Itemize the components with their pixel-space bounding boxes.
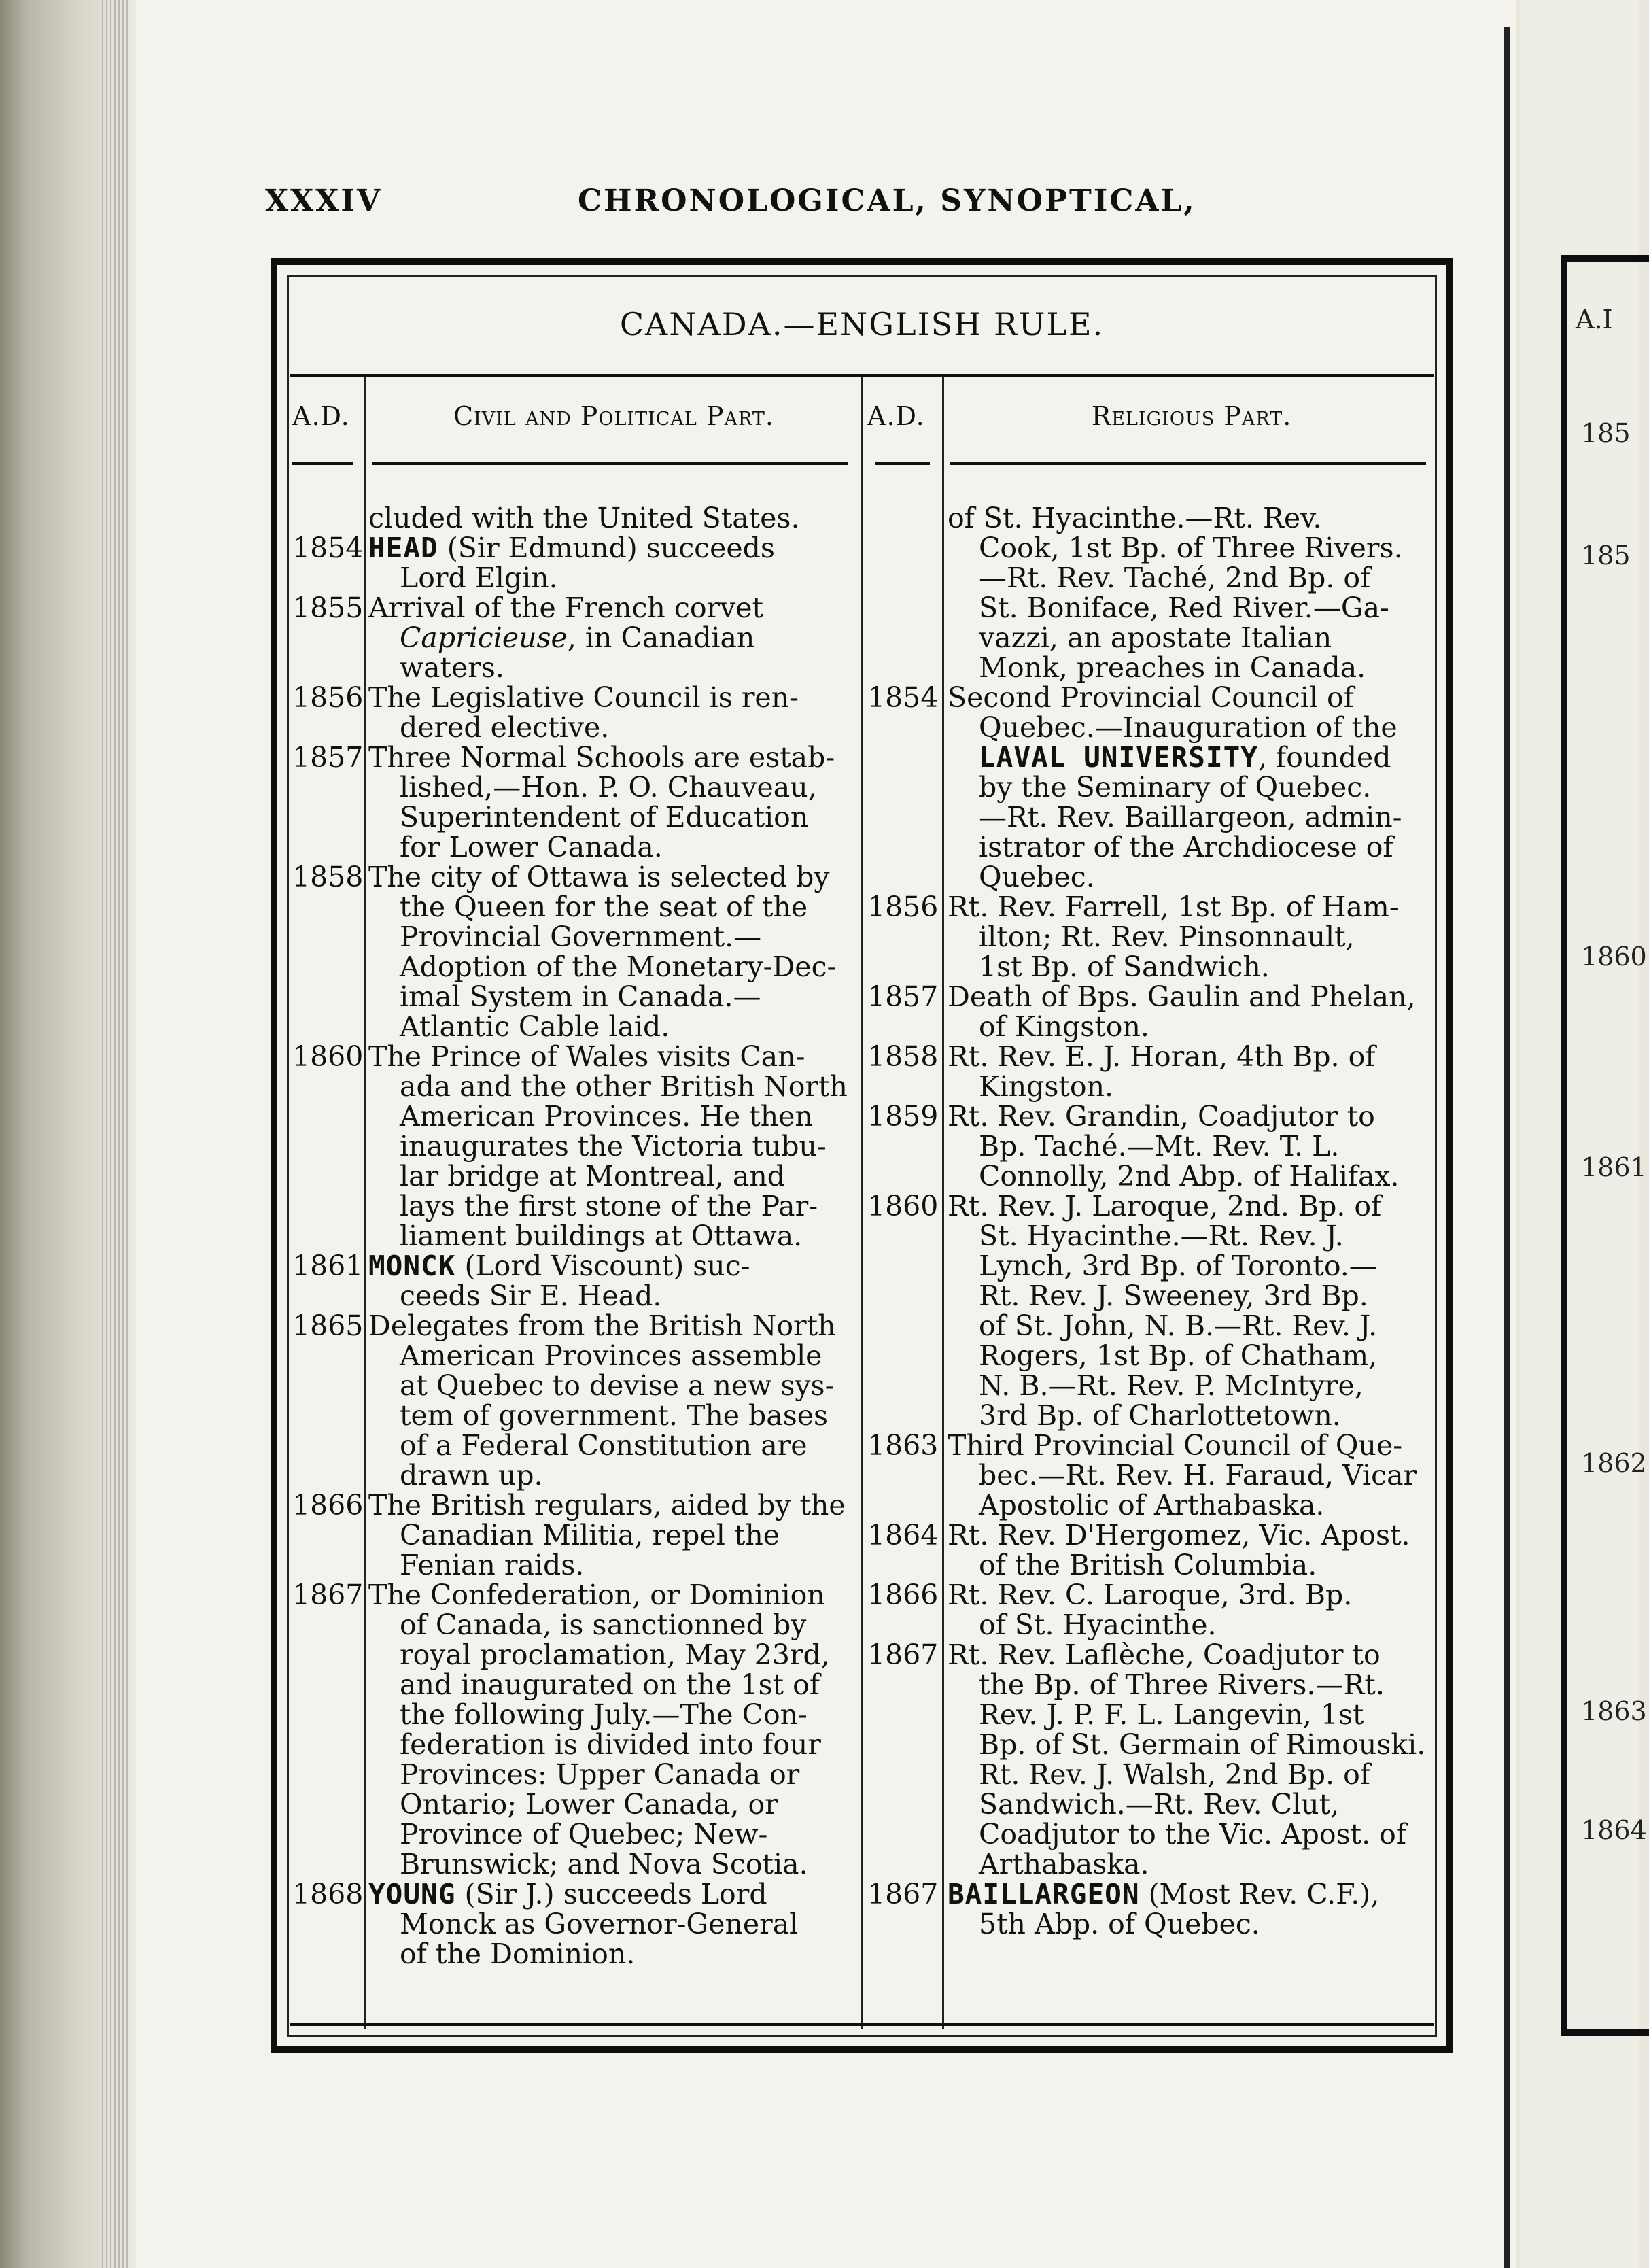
entry-line: The Confederation, or Dominion (368, 1579, 825, 1611)
entry-line: The British regulars, aided by the (368, 1489, 846, 1522)
entry-line: Canadian Militia, repel the (400, 1519, 780, 1551)
entry-line: lar bridge at Montreal, and (400, 1160, 786, 1192)
entry-line: waters. (400, 651, 504, 684)
entry-line: American Provinces. He then (400, 1100, 813, 1133)
entry-line: Rt. Rev. J. Walsh, 2nd Bp. of (979, 1758, 1370, 1791)
entry-line: and inaugurated on the 1st of (400, 1668, 820, 1701)
entry-line: of Kingston. (979, 1010, 1149, 1043)
entry-line: Rt. Rev. Laflèche, Coadjutor to (948, 1638, 1381, 1671)
entry-line: of a Federal Constitution are (400, 1429, 808, 1462)
entry-line: Apostolic of Arthabaska. (979, 1489, 1325, 1522)
entry-line: Bp. Taché.—Mt. Rev. T. L. (979, 1130, 1340, 1163)
entry (292, 1251, 848, 1311)
entry (292, 862, 848, 1042)
entry-year (292, 503, 368, 533)
entry-line: Adoption of the Monetary-Dec- (400, 950, 837, 983)
entry-line: ceeds Sir E. Head. (400, 1279, 662, 1312)
entry-year: 1860 (867, 1190, 939, 1222)
entry-line: —Rt. Rev. Baillargeon, admin- (979, 801, 1402, 834)
entry (292, 742, 848, 862)
entry-line: istrator of the Archdiocese of (979, 831, 1393, 863)
entry-line: Rev. J. P. F. L. Langevin, 1st (979, 1698, 1364, 1731)
entry-line: Coadjutor to the Vic. Apost. of (979, 1818, 1407, 1851)
facing-year: 1863 (1581, 1696, 1647, 1726)
entry (867, 1430, 1433, 1520)
table-frame (271, 258, 1453, 2053)
running-head (265, 184, 1529, 224)
entry-line: The Legislative Council is ren- (368, 681, 799, 714)
entry-line: Quebec. (979, 861, 1095, 893)
entry-line: Rt. Rev. Grandin, Coadjutor to (948, 1100, 1375, 1133)
entry (292, 593, 848, 683)
religious-column (867, 503, 1433, 1939)
entry-line: YOUNG (Sir J.) succeeds Lord (368, 1878, 767, 1910)
entry-text (948, 683, 1433, 892)
entry-line: the Queen for the seat of the (400, 891, 808, 923)
facing-year: 185 (1581, 540, 1631, 570)
entry-line: Monk, preaches in Canada. (979, 651, 1366, 684)
facing-year: 1860 (1581, 942, 1647, 972)
entry-line: Province of Quebec; New- (400, 1818, 768, 1851)
entry-line: American Provinces assemble (400, 1339, 822, 1372)
entry-line: Fenian raids. (400, 1549, 585, 1581)
column-divider (861, 377, 863, 2029)
entry-year: 1859 (867, 1100, 939, 1133)
entry-line: Bp. of St. Germain of Rimouski. (979, 1728, 1426, 1761)
entry-line: Three Normal Schools are estab- (368, 741, 835, 774)
entry-line: of Canada, is sanctionned by (400, 1609, 807, 1641)
entry-line: LAVAL UNIVERSITY, founded (979, 741, 1391, 774)
entry-name: LAVAL UNIVERSITY (979, 741, 1258, 774)
entry (867, 1520, 1433, 1580)
entry-year: 1866 (867, 1579, 939, 1611)
entry-name: MONCK (368, 1250, 456, 1282)
entry-line: lays the first stone of the Par- (400, 1190, 818, 1222)
entry-line: of St. Hyacinthe. (979, 1609, 1217, 1641)
entry-line: by the Seminary of Quebec. (979, 771, 1372, 804)
entry-text (948, 892, 1433, 982)
header-rule (372, 462, 848, 465)
entry-line: Arthabaska. (979, 1848, 1149, 1880)
entry-year: 1867 (867, 1878, 939, 1910)
entry-text (368, 1042, 848, 1251)
entry-year: 1866 (292, 1489, 364, 1522)
entry-year: 1856 (867, 891, 939, 923)
entry-line: Superintendent of Education (400, 801, 809, 834)
entry-text (368, 1879, 848, 1969)
header-ad-left: A.D. (292, 401, 350, 431)
entry (292, 1580, 848, 1879)
entry-line: MONCK (Lord Viscount) suc- (368, 1250, 750, 1282)
entry-year: 1863 (867, 1429, 939, 1462)
entry-name: YOUNG (368, 1878, 456, 1910)
entry-year: 1856 (292, 681, 364, 714)
bottom-rule (290, 2023, 1434, 2026)
header-rule (292, 462, 353, 465)
entry (867, 982, 1433, 1042)
entry-line: Death of Bps. Gaulin and Phelan, (948, 980, 1416, 1013)
entry-line: royal proclamation, May 23rd, (400, 1638, 830, 1671)
entry-text (368, 1580, 848, 1879)
entry-line: Second Provincial Council of (948, 681, 1354, 714)
entry-line: Sandwich.—Rt. Rev. Clut, (979, 1788, 1340, 1821)
entry-line: Arrival of the French corvet (368, 591, 764, 624)
entry-line: ada and the other British North (400, 1070, 848, 1103)
entry-text (948, 503, 1433, 683)
entry-line: ilton; Rt. Rev. Pinsonnault, (979, 921, 1355, 953)
facing-header: A.I (1576, 305, 1613, 334)
entry-text (948, 1042, 1433, 1101)
facing-year: 1864 (1581, 1815, 1647, 1845)
entry-line: —Rt. Rev. Taché, 2nd Bp. of (979, 562, 1371, 594)
entry-line: of St. John, N. B.—Rt. Rev. J. (979, 1309, 1378, 1342)
entry-line: Ontario; Lower Canada, or (400, 1788, 778, 1821)
entry-year: 1860 (292, 1040, 364, 1073)
entry-text (948, 1879, 1433, 1939)
entry-year: 1854 (292, 532, 364, 564)
entry-line: of St. Hyacinthe.—Rt. Rev. (948, 502, 1322, 534)
entry-line: lished,—Hon. P. O. Chauveau, (400, 771, 817, 804)
entry-line: at Quebec to devise a new sys- (400, 1369, 835, 1402)
facing-page-edge (1504, 27, 1510, 2268)
title-rule (290, 374, 1434, 377)
entry-line: cluded with the United States. (368, 502, 800, 534)
entry-line: 3rd Bp. of Charlottetown. (979, 1399, 1341, 1432)
entry (292, 1879, 848, 1969)
entry-line: Rt. Rev. Farrell, 1st Bp. of Ham- (948, 891, 1399, 923)
entry-line: of the British Columbia. (979, 1549, 1317, 1581)
header-religious: Religious Part. (1091, 401, 1292, 431)
entry-text (368, 862, 848, 1042)
entry-text (368, 1490, 848, 1580)
entry-line: Rt. Rev. J. Sweeney, 3rd Bp. (979, 1279, 1368, 1312)
entry-line: dered elective. (400, 711, 610, 744)
page-edges (102, 0, 129, 2268)
civil-column (292, 503, 848, 1969)
entry (292, 683, 848, 742)
entry-year: 1857 (292, 741, 364, 774)
entry-line: tem of government. The bases (400, 1399, 829, 1432)
entry-year: 1858 (867, 1040, 939, 1073)
ship-name: Capricieuse (400, 621, 568, 654)
entry-line: Monck as Governor-General (400, 1908, 799, 1940)
entry-line: for Lower Canada. (400, 831, 663, 863)
entry-text (948, 1580, 1433, 1640)
entry-line: Quebec.—Inauguration of the (979, 711, 1398, 744)
entry (867, 1580, 1433, 1640)
entry-line: HEAD (Sir Edmund) succeeds (368, 532, 775, 564)
entry-text (368, 1311, 848, 1490)
entry-name: BAILLARGEON (948, 1878, 1140, 1910)
entry-year: 1867 (867, 1638, 939, 1671)
entry-line: The Prince of Wales visits Can- (368, 1040, 805, 1073)
entry (867, 1042, 1433, 1101)
entry-year: 1857 (867, 980, 939, 1013)
header-civil: Civil and Political Part. (453, 401, 774, 431)
header-rule (950, 462, 1426, 465)
entry-line: Third Provincial Council of Que- (948, 1429, 1403, 1462)
entry-year: 1858 (292, 861, 364, 893)
entry-line: Kingston. (979, 1070, 1114, 1103)
entry-line: BAILLARGEON (Most Rev. C.F.), (948, 1878, 1380, 1910)
entry-line: Atlantic Cable laid. (400, 1010, 670, 1043)
entry (292, 533, 848, 593)
entry-line: N. B.—Rt. Rev. P. McIntyre, (979, 1369, 1364, 1402)
entry-year: 1864 (867, 1519, 939, 1551)
entry-line: the following July.—The Con- (400, 1698, 808, 1731)
entry-text (948, 982, 1433, 1042)
entry-line: the Bp. of Three Rivers.—Rt. (979, 1668, 1385, 1701)
entry-line: Connolly, 2nd Abp. of Halifax. (979, 1160, 1400, 1192)
entry-line: St. Boniface, Red River.—Ga- (979, 591, 1389, 624)
entry-line: The city of Ottawa is selected by (368, 861, 830, 893)
entry-text (368, 533, 848, 593)
entry-line: Capricieuse, in Canadian (400, 621, 755, 654)
entry-line: Rt. Rev. E. J. Horan, 4th Bp. of (948, 1040, 1376, 1073)
facing-year: 1861 (1581, 1152, 1647, 1182)
entry-year: 1865 (292, 1309, 364, 1342)
table-title: CANADA.—ENGLISH RULE. (619, 306, 1105, 343)
entry-text (368, 593, 848, 683)
entry-text (368, 742, 848, 862)
entry-line: of the Dominion. (400, 1938, 636, 1970)
entry (292, 1311, 848, 1490)
entry-text (948, 1430, 1433, 1520)
facing-page-frame (1561, 255, 1649, 2036)
entry-line: liament buildings at Ottawa. (400, 1220, 803, 1252)
entry-text (948, 1191, 1433, 1430)
entry-line: federation is divided into four (400, 1728, 821, 1761)
entry (867, 683, 1433, 892)
entry-line: Rt. Rev. C. Laroque, 3rd. Bp. (948, 1579, 1353, 1611)
entry-year (867, 503, 948, 683)
entry-line: bec.—Rt. Rev. H. Faraud, Vicar (979, 1459, 1417, 1492)
entry-line: imal System in Canada.— (400, 980, 761, 1013)
entry-text (948, 1640, 1433, 1879)
entry (867, 1640, 1433, 1879)
entry-year: 1854 (867, 681, 939, 714)
entry-line: Provinces: Upper Canada or (400, 1758, 800, 1791)
entry-line: Lynch, 3rd Bp. of Toronto.— (979, 1250, 1377, 1282)
entry-line: Brunswick; and Nova Scotia. (400, 1848, 808, 1880)
entry-text (948, 1101, 1433, 1191)
entry-text (368, 1251, 848, 1311)
entry-line: Rt. Rev. D'Hergomez, Vic. Apost. (948, 1519, 1410, 1551)
entry-year: 1861 (292, 1250, 364, 1282)
entry-line: Delegates from the British North (368, 1309, 836, 1342)
entry-text (948, 1520, 1433, 1580)
entry (867, 1879, 1433, 1939)
entry-year: 1855 (292, 591, 364, 624)
entry (867, 892, 1433, 982)
entry-line: inaugurates the Victoria tubu- (400, 1130, 827, 1163)
entry (292, 1042, 848, 1251)
entry-year: 1868 (292, 1878, 364, 1910)
entry (292, 503, 848, 533)
facing-year: 185 (1581, 418, 1631, 448)
entry (867, 503, 1433, 683)
page-number: XXXIV (265, 184, 383, 218)
entry-line: drawn up. (400, 1459, 543, 1492)
entry-line: 1st Bp. of Sandwich. (979, 950, 1270, 983)
entry-line: St. Hyacinthe.—Rt. Rev. J. (979, 1220, 1344, 1252)
entry-line: Lord Elgin. (400, 562, 558, 594)
entry-line: Provincial Government.— (400, 921, 762, 953)
entry-line: Cook, 1st Bp. of Three Rivers. (979, 532, 1403, 564)
entry-line: Rogers, 1st Bp. of Chatham, (979, 1339, 1378, 1372)
entry-line: vazzi, an apostate Italian (979, 621, 1332, 654)
header-ad-right: A.D. (867, 401, 925, 431)
header-rule (875, 462, 930, 465)
entry (867, 1191, 1433, 1430)
entry-line: 5th Abp. of Quebec. (979, 1908, 1260, 1940)
facing-year: 1862 (1581, 1448, 1647, 1478)
entry (867, 1101, 1433, 1191)
entry-name: HEAD (368, 532, 438, 564)
entry-line: Rt. Rev. J. Laroque, 2nd. Bp. of (948, 1190, 1382, 1222)
entry-text (368, 503, 848, 533)
running-title: CHRONOLOGICAL, SYNOPTICAL, (578, 184, 1196, 218)
entry-text (368, 683, 848, 742)
entry (292, 1490, 848, 1580)
entry-year: 1867 (292, 1579, 364, 1611)
